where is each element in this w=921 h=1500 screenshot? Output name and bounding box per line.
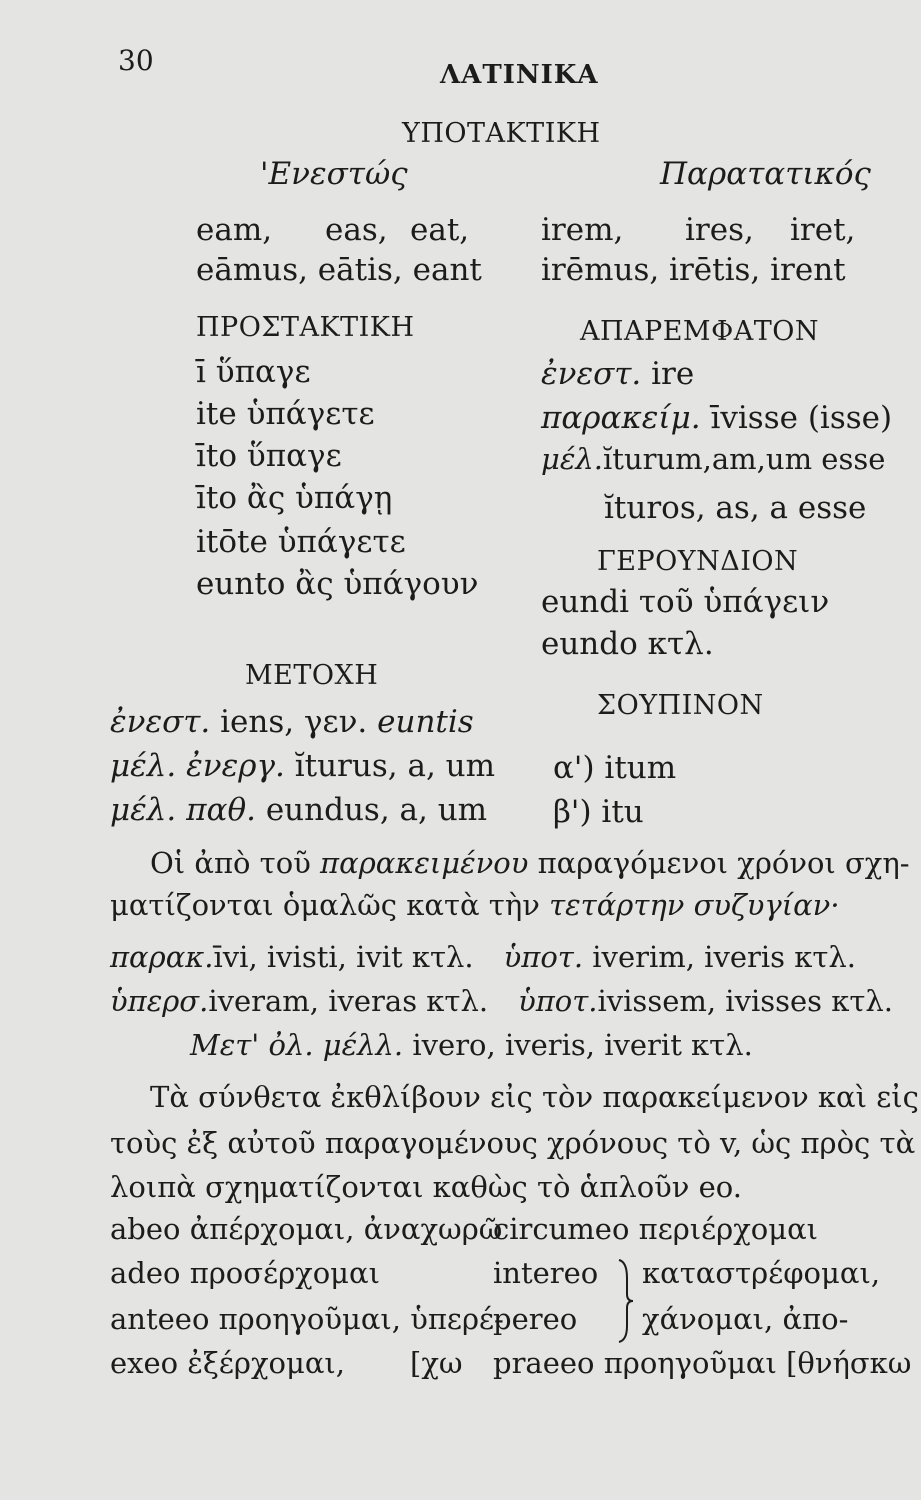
subj-present-eat: eat,: [410, 212, 470, 248]
subj-imperfect-irem: irem,: [541, 212, 624, 248]
participle-present: ἐνεστ. iens, γεν. euntis: [110, 704, 474, 740]
imperative-heading: ΠΡΟΣΤΑΚΤΙΚΗ: [196, 312, 415, 343]
list-item: īto ἂς ὑπάγῃ: [196, 480, 393, 516]
supine-heading: ΣΟΥΠΙΝΟΝ: [597, 690, 764, 721]
para2-line1: Τὰ σύνθετα ἐκθλίβουν εἰς τὸν παρακείμενον καὶ εἰς: [150, 1080, 919, 1114]
participle-future-passive: μέλ. παθ. eundus, a, um: [110, 792, 488, 828]
participle-heading: ΜΕΤΟΧΗ: [245, 660, 379, 691]
gerund-line2: eundo κτλ.: [541, 626, 714, 662]
gerund-heading: ΓΕΡΟΥΝΔΙΟΝ: [597, 546, 799, 577]
para1-line1: Οἱ ἀπὸ τοῦ παρακειμένου παραγόμενοι χρόνοι σχη-: [150, 846, 910, 880]
infinitive-future-plural: ĭturos, as, a esse: [604, 490, 867, 526]
running-title: ΛΑΤΙΝΙΚΑ: [440, 60, 599, 90]
page-number: 30: [118, 44, 154, 77]
subj-imperfect-plural: irēmus, irētis, irent: [541, 252, 846, 288]
para2-line3: λοιπὰ σχηματίζονται καθὼς τὸ ἁπλοῦν eo.: [110, 1170, 742, 1204]
list-item: eunto ἂς ὑπάγουν: [196, 566, 479, 602]
curly-brace-icon: [615, 1258, 637, 1344]
para1-line3: παρακ.īvi, ivisti, ivit κτλ. ὑποτ. iverim, iveris κτλ.: [110, 940, 856, 974]
present-label: 'Ενεστώς: [260, 156, 408, 192]
subj-present-plural: eāmus, eātis, eant: [196, 252, 482, 288]
gerund-line1: eundi τοῦ ὑπάγειν: [541, 584, 830, 620]
infinitive-future: μέλ.ĭturum,am,um esse: [541, 442, 886, 476]
supine-first: α') itum: [553, 750, 677, 786]
list-item: adeo προσέρχομαι: [110, 1256, 380, 1290]
list-item: abeo ἀπέρχομαι, ἀναχωρῶ: [110, 1212, 503, 1246]
infinitive-heading: ΑΠΑΡΕΜΦΑΤΟΝ: [580, 316, 819, 347]
subj-present-eas: eas,: [325, 212, 388, 248]
para1-line2: ματίζονται ὁμαλῶς κατὰ τὴν τετάρτην συζυγίαν·: [110, 888, 840, 922]
subj-imperfect-iret: iret,: [790, 212, 856, 248]
list-item: itōte ὑπάγετε: [196, 524, 406, 560]
list-item: exeo ἐξέρχομαι,: [110, 1346, 346, 1380]
bracket-meaning-line2: χάνομαι, ἀπο-: [642, 1302, 849, 1336]
list-item: ī ὕπαγε: [196, 354, 311, 390]
list-item: pereo: [493, 1302, 578, 1336]
subj-present-eam: eam,: [196, 212, 273, 248]
para1-line5: Μετ' ὀλ. μέλλ. ivero, iveris, iverit κτλ.: [190, 1028, 753, 1062]
participle-future-active: μέλ. ἐνεργ. ĭturus, a, um: [110, 748, 496, 784]
list-item: anteeo προηγοῦμαι, ὑπερέ-: [110, 1302, 504, 1336]
infinitive-perfect: παρακείμ. īvisse (isse): [541, 400, 893, 436]
subjunctive-heading: ΥΠΟΤΑΚΤΙΚΗ: [402, 118, 601, 149]
para1-line4: ὑπερσ.iveram, iveras κτλ. ὑποτ.ivissem, ivisses κτλ.: [110, 984, 894, 1018]
supine-second: β') itu: [553, 794, 644, 830]
list-item: ite ὑπάγετε: [196, 396, 375, 432]
list-item: circumeo περιέρχομαι: [493, 1212, 819, 1246]
infinitive-present: ἐνεστ. ire: [541, 356, 695, 392]
list-item: intereo: [493, 1256, 599, 1290]
left-continuation: [χω: [410, 1346, 463, 1380]
bracket-meaning-line1: καταστρέφομαι,: [642, 1256, 881, 1290]
imperfect-label: Παρατατικός: [660, 156, 871, 192]
list-item: praeeo προηγοῦμαι [θνήσκω: [493, 1346, 912, 1380]
para2-line2: τοὺς ἐξ αὐτοῦ παραγομένους χρόνους τὸ v, ὡς πρὸς τὰ: [110, 1126, 916, 1160]
list-item: īto ὕπαγε: [196, 438, 342, 474]
subj-imperfect-ires: ires,: [685, 212, 754, 248]
